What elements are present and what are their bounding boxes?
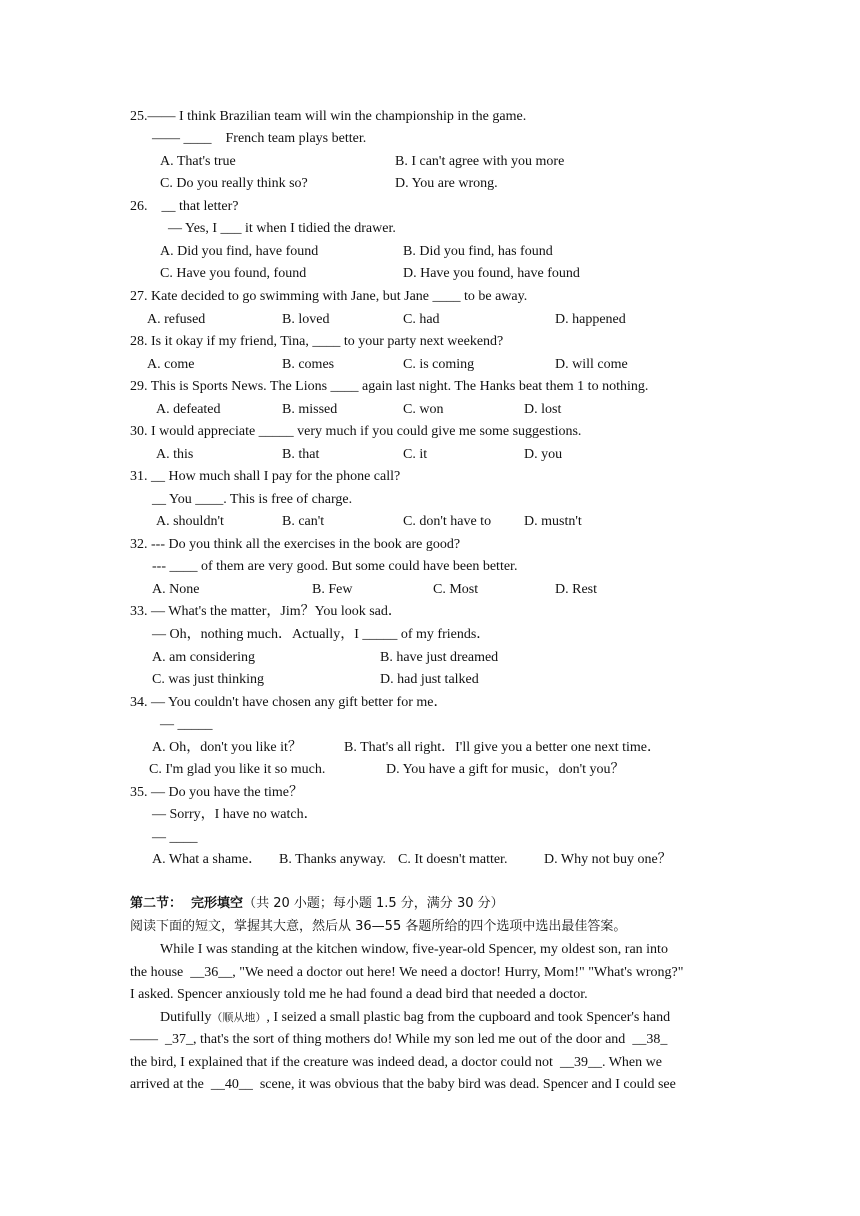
q28-stem: 28. Is it okay if my friend, Tina, ____ to your party next weekend? bbox=[130, 334, 504, 349]
q34-option-c: C. I'm glad you like it so much. bbox=[149, 762, 326, 777]
q33-option-a: A. am considering bbox=[152, 650, 256, 665]
passage-text: the house bbox=[130, 965, 191, 980]
passage-text: —— bbox=[130, 1032, 165, 1047]
q34-stem-2: — _____ bbox=[160, 717, 213, 732]
q27-option-b: B. loved bbox=[282, 312, 330, 327]
q33-stem: 33. — What's the matter，Jim？You look sad． bbox=[130, 604, 402, 619]
q35-option-b: B. Thanks anyway. bbox=[279, 852, 386, 867]
q28-option-a: A. come bbox=[147, 357, 195, 372]
q30-stem: 30. I would appreciate _____ very much if you could give me some suggestions. bbox=[130, 424, 582, 439]
q33-option-c: C. was just thinking bbox=[152, 672, 265, 687]
q25-option-d: D. You are wrong. bbox=[395, 176, 498, 191]
q27-option-a: A. refused bbox=[147, 312, 206, 327]
q29-option-c: C. won bbox=[403, 402, 444, 417]
q30-option-c: C. it bbox=[403, 447, 428, 462]
q34-option-a: A. Oh，don't you like it？ bbox=[152, 740, 302, 755]
q32-stem: 32. --- Do you think all the exercises in the book are good? bbox=[130, 537, 461, 552]
q35-stem-2: — Sorry，I have no watch． bbox=[152, 807, 318, 822]
passage-p1-line2 bbox=[130, 964, 683, 982]
q29-option-b: B. missed bbox=[282, 402, 338, 417]
q26-option-d: D. Have you found, have found bbox=[403, 266, 580, 281]
q32-option-c: C. Most bbox=[433, 582, 479, 597]
q35-stem-3: — ____ bbox=[152, 830, 198, 845]
passage-text: . When we bbox=[601, 1055, 662, 1070]
q26-stem-2: — Yes, I ___ it when I tidied the drawer. bbox=[168, 221, 396, 236]
q25-option-a: A. That's true bbox=[160, 154, 236, 169]
q30-option-b: B. that bbox=[282, 447, 320, 462]
blank-39: __39__ bbox=[559, 1055, 602, 1070]
passage-p2-line2 bbox=[130, 1031, 667, 1049]
passage-text: arrived at the bbox=[130, 1077, 211, 1092]
q25-option-b: B. I can't agree with you more bbox=[395, 154, 565, 169]
q31-option-a: A. shouldn't bbox=[156, 514, 224, 529]
passage-text: , "We need a doctor out here! We need a doctor! Hurry, Mom!" "What's wrong?" bbox=[232, 965, 684, 980]
passage-text: , that's the sort of thing mothers do! While my son led me out of the door and bbox=[193, 1032, 633, 1047]
q32-option-d: D. Rest bbox=[555, 582, 597, 597]
section-instruction: 阅读下面的短文，掌握其大意，然后从 36—55 各题所给的四个选项中选出最佳答案。 bbox=[130, 919, 627, 934]
passage-text: , I seized a small plastic bag from the cupboard and took Spencer's hand bbox=[266, 1010, 671, 1025]
q35-stem: 35. — Do you have the time？ bbox=[130, 785, 304, 800]
q29-option-a: A. defeated bbox=[156, 402, 221, 417]
q31-option-c: C. don't have to bbox=[403, 514, 492, 529]
q33-option-b: B. have just dreamed bbox=[380, 650, 499, 665]
passage-text: Dutifully bbox=[160, 1010, 212, 1025]
passage-p1-line3: I asked. Spencer anxiously told me he had found a dead bird that needed a doctor. bbox=[130, 987, 588, 1002]
passage-p2-line1 bbox=[160, 1009, 670, 1027]
q31-stem-2: __ You ____. This is free of charge. bbox=[152, 492, 353, 507]
q26-option-b: B. Did you find, has found bbox=[403, 244, 553, 259]
q27-option-d: D. happened bbox=[555, 312, 626, 327]
q28-option-d: D. will come bbox=[555, 357, 628, 372]
q28-option-b: B. comes bbox=[282, 357, 335, 372]
blank-40: __40__ bbox=[210, 1077, 253, 1092]
section-title: 第二节： 完形填空 bbox=[130, 896, 244, 911]
q31-option-b: B. can't bbox=[282, 514, 325, 529]
q32-option-a: A. None bbox=[152, 582, 200, 597]
q34-stem: 34. — You couldn't have chosen any gift better for me． bbox=[130, 695, 448, 710]
q32-option-b: B. Few bbox=[312, 582, 353, 597]
q25-option-c: C. Do you really think so? bbox=[160, 176, 308, 191]
q25-stem-2: —— ____ French team plays better. bbox=[152, 131, 367, 146]
q34-option-b: B. That's all right．I'll give you a better one next time． bbox=[344, 740, 661, 755]
q26-option-a: A. Did you find, have found bbox=[160, 244, 319, 259]
q27-option-c: C. had bbox=[403, 312, 440, 327]
q29-stem: 29. This is Sports News. The Lions ____ again last night. The Hanks beat them 1 to nothing. bbox=[130, 379, 649, 394]
q28-option-c: C. is coming bbox=[403, 357, 475, 372]
passage-text: scene, it was obvious that the baby bird was dead. Spencer and I could see bbox=[252, 1077, 676, 1092]
section-meta: （共 20 小题；每小题 1.5 分，满分 30 分） bbox=[243, 896, 504, 911]
blank-37: _37_ bbox=[165, 1032, 193, 1047]
q25-stem: 25.—— I think Brazilian team will win the championship in the game. bbox=[130, 109, 527, 124]
q27-stem: 27. Kate decided to go swimming with Jane, but Jane ____ to be away. bbox=[130, 289, 528, 304]
passage-text: the bird, I explained that if the creature was indeed dead, a doctor could not bbox=[130, 1055, 560, 1070]
passage-p2-line4 bbox=[130, 1076, 676, 1094]
q33-stem-2: — Oh，nothing much．Actually，I _____ of my friends． bbox=[152, 627, 491, 642]
q30-option-d: D. you bbox=[524, 447, 563, 462]
q29-option-d: D. lost bbox=[524, 402, 562, 417]
q35-option-d: D. Why not buy one？ bbox=[544, 852, 672, 867]
q35-option-a: A. What a shame． bbox=[152, 852, 263, 867]
passage-p2-line3 bbox=[130, 1054, 662, 1072]
q26-stem: 26. __ that letter? bbox=[130, 199, 239, 214]
q33-option-d: D. had just talked bbox=[380, 672, 479, 687]
q30-option-a: A. this bbox=[156, 447, 194, 462]
blank-38: __38_ bbox=[632, 1032, 668, 1047]
q35-option-c: C. It doesn't matter. bbox=[398, 852, 508, 867]
section-heading bbox=[130, 895, 504, 913]
passage-p1-line1: While I was standing at the kitchen window, five-year-old Spencer, my oldest son, ran into bbox=[160, 942, 668, 957]
q31-stem: 31. __ How much shall I pay for the phone call? bbox=[130, 469, 401, 484]
blank-36: __36__ bbox=[190, 965, 233, 980]
q26-option-c: C. Have you found, found bbox=[160, 266, 307, 281]
q34-option-d: D. You have a gift for music，don't you？ bbox=[386, 762, 625, 777]
q31-option-d: D. mustn't bbox=[524, 514, 582, 529]
q32-stem-2: --- ____ of them are very good. But some could have been better. bbox=[152, 559, 518, 574]
gloss-note: （顺从地） bbox=[211, 1011, 267, 1024]
